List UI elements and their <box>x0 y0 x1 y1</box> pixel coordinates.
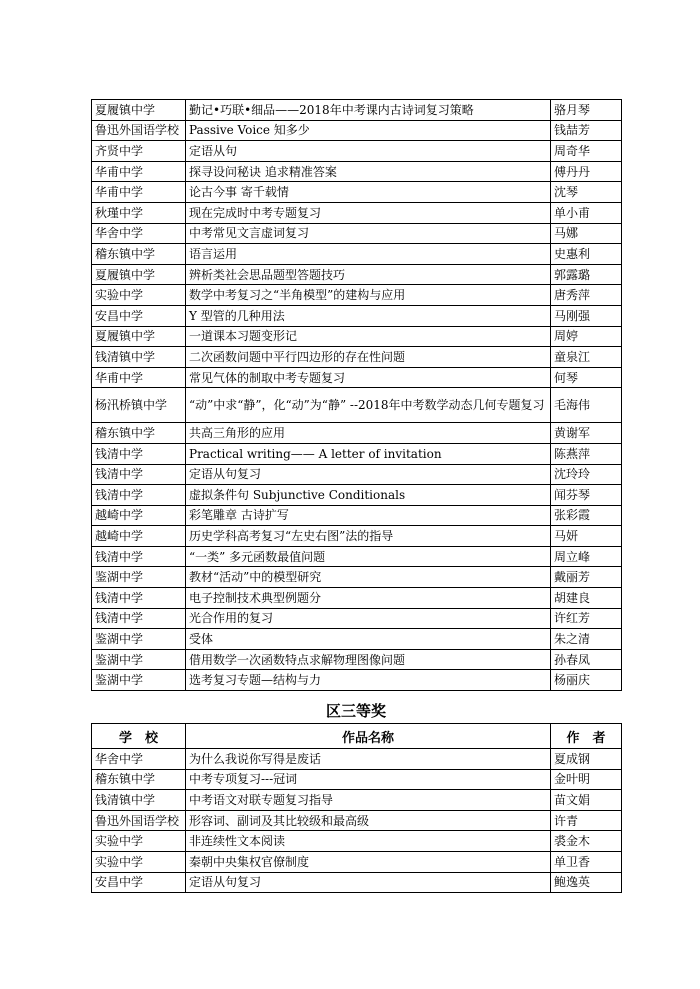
table-row <box>92 202 622 223</box>
author-cell: 杨丽庆 <box>551 670 622 691</box>
school-cell: 华甫中学 <box>92 161 186 182</box>
work-title-cell: 借用数学一次函数特点求解物理图像问题 <box>186 649 551 670</box>
work-title-cell: 中考常见文言虚词复习 <box>186 223 551 244</box>
table-row <box>92 285 622 306</box>
table-row <box>92 810 622 831</box>
table-row <box>92 872 622 893</box>
school-cell: 实验中学 <box>92 285 186 306</box>
school-cell: 鉴湖中学 <box>92 567 186 588</box>
work-title-cell: 历史学科高考复习“左史右图”法的指导 <box>186 526 551 547</box>
table-row <box>92 100 622 121</box>
work-title-cell: 为什么我说你写得是废话 <box>186 749 551 770</box>
table-row <box>92 264 622 285</box>
work-title-cell: 共高三角形的应用 <box>186 423 551 444</box>
author-cell: 黄谢军 <box>551 423 622 444</box>
school-cell: 华甫中学 <box>92 182 186 203</box>
author-cell: 裘金木 <box>551 831 622 852</box>
table-row <box>92 790 622 811</box>
author-cell: 鲍逸英 <box>551 872 622 893</box>
author-cell: 傅丹丹 <box>551 161 622 182</box>
header-school: 学 校 <box>92 724 186 749</box>
school-cell: 越崎中学 <box>92 526 186 547</box>
table-row <box>92 223 622 244</box>
author-cell: 单卫香 <box>551 851 622 872</box>
school-cell: 钱清中学 <box>92 464 186 485</box>
work-title-cell: 探寻设问秘诀 追求精准答案 <box>186 161 551 182</box>
school-cell: 鉴湖中学 <box>92 670 186 691</box>
work-title-cell: 秦朝中央集权官僚制度 <box>186 851 551 872</box>
work-title-cell: “一类” 多元函数最值问题 <box>186 546 551 567</box>
school-cell: 秋瑾中学 <box>92 202 186 223</box>
table-row <box>92 347 622 368</box>
work-title-cell: 非连续性文本阅读 <box>186 831 551 852</box>
school-cell: 钱清镇中学 <box>92 790 186 811</box>
work-title-cell: 数学中考复习之“半角模型”的建构与应用 <box>186 285 551 306</box>
author-cell: 周婷 <box>551 326 622 347</box>
table-row <box>92 182 622 203</box>
school-cell: 稽东镇中学 <box>92 244 186 265</box>
work-title-cell: 光合作用的复习 <box>186 608 551 629</box>
author-cell: 陈燕萍 <box>551 443 622 464</box>
table-row <box>92 526 622 547</box>
author-cell: 骆月琴 <box>551 100 622 121</box>
section-title: 区三等奖 <box>325 702 386 720</box>
school-cell: 钱清镇中学 <box>92 347 186 368</box>
author-cell: 周立峰 <box>551 546 622 567</box>
author-cell: 唐秀萍 <box>551 285 622 306</box>
author-cell: 闻芬琴 <box>551 485 622 506</box>
author-cell: 沈琴 <box>551 182 622 203</box>
table-row <box>92 505 622 526</box>
work-title-cell: 论古今事 寄千载情 <box>186 182 551 203</box>
school-cell: 夏履镇中学 <box>92 100 186 121</box>
table-row <box>92 367 622 388</box>
school-cell: 鉴湖中学 <box>92 629 186 650</box>
work-title-cell: 定语从句 <box>186 141 551 162</box>
author-cell: 史惠利 <box>551 244 622 265</box>
school-cell: 安昌中学 <box>92 872 186 893</box>
table-row <box>92 851 622 872</box>
table-row <box>92 485 622 506</box>
school-cell: 越崎中学 <box>92 505 186 526</box>
author-cell: 金叶明 <box>551 769 622 790</box>
author-cell: 许红芳 <box>551 608 622 629</box>
author-cell: 夏成钢 <box>551 749 622 770</box>
school-cell: 钱清中学 <box>92 485 186 506</box>
table-row <box>92 649 622 670</box>
school-cell: 鉴湖中学 <box>92 649 186 670</box>
author-cell: 钱喆芳 <box>551 120 622 141</box>
school-cell: 华舍中学 <box>92 749 186 770</box>
school-cell: 实验中学 <box>92 831 186 852</box>
table-row <box>92 749 622 770</box>
table-row <box>92 161 622 182</box>
work-title-cell: 教材“活动”中的模型研究 <box>186 567 551 588</box>
school-cell: 安昌中学 <box>92 305 186 326</box>
table-row <box>92 546 622 567</box>
work-title-cell: “动”中求“静”，化“动”为“静” --2018年中考数学动态几何专题复习 <box>186 388 551 423</box>
table-row <box>92 567 622 588</box>
work-title-cell: Y 型管的几种用法 <box>186 305 551 326</box>
work-title-cell: 现在完成时中考专题复习 <box>186 202 551 223</box>
work-title-cell: 一道课本习题变形记 <box>186 326 551 347</box>
author-cell: 何琴 <box>551 367 622 388</box>
author-cell: 苗文娟 <box>551 790 622 811</box>
school-cell: 鲁迅外国语学校 <box>92 810 186 831</box>
author-cell: 孙春凤 <box>551 649 622 670</box>
table-row <box>92 670 622 691</box>
school-cell: 钱清中学 <box>92 588 186 609</box>
table-header-row <box>92 724 622 749</box>
table-row <box>92 388 622 423</box>
table-row <box>92 464 622 485</box>
school-cell: 夏履镇中学 <box>92 264 186 285</box>
school-cell: 钱清中学 <box>92 443 186 464</box>
school-cell: 杨汛桥镇中学 <box>92 388 186 423</box>
work-title-cell: 常见气体的制取中考专题复习 <box>186 367 551 388</box>
table-row <box>92 120 622 141</box>
work-title-cell: 二次函数问题中平行四边形的存在性问题 <box>186 347 551 368</box>
work-title-cell: 虚拟条件句 Subjunctive Conditionals <box>186 485 551 506</box>
awards-table-third-prize <box>91 723 622 893</box>
school-cell: 钱清中学 <box>92 546 186 567</box>
author-cell: 周奇华 <box>551 141 622 162</box>
author-cell: 张彩霞 <box>551 505 622 526</box>
school-cell: 夏履镇中学 <box>92 326 186 347</box>
table-row <box>92 629 622 650</box>
school-cell: 实验中学 <box>92 851 186 872</box>
author-cell: 戴丽芳 <box>551 567 622 588</box>
work-title-cell: Passive Voice 知多少 <box>186 120 551 141</box>
table-row <box>92 423 622 444</box>
table-row <box>92 244 622 265</box>
table-row <box>92 305 622 326</box>
work-title-cell: 选考复习专题—结构与力 <box>186 670 551 691</box>
work-title-cell: 受体 <box>186 629 551 650</box>
author-cell: 沈玲玲 <box>551 464 622 485</box>
header-author: 作 者 <box>551 724 622 749</box>
author-cell: 毛海伟 <box>551 388 622 423</box>
school-cell: 华舍中学 <box>92 223 186 244</box>
school-cell: 稽东镇中学 <box>92 423 186 444</box>
author-cell: 朱之清 <box>551 629 622 650</box>
author-cell: 许青 <box>551 810 622 831</box>
school-cell: 钱清中学 <box>92 608 186 629</box>
work-title-cell: 形容词、副词及其比较级和最高级 <box>186 810 551 831</box>
table-row <box>92 769 622 790</box>
table-row <box>92 588 622 609</box>
author-cell: 马娜 <box>551 223 622 244</box>
work-title-cell: 语言运用 <box>186 244 551 265</box>
work-title-cell: 中考语文对联专题复习指导 <box>186 790 551 811</box>
work-title-cell: 中考专项复习---冠词 <box>186 769 551 790</box>
author-cell: 胡建良 <box>551 588 622 609</box>
author-cell: 马刚强 <box>551 305 622 326</box>
table-row <box>92 141 622 162</box>
table-row <box>92 443 622 464</box>
work-title-cell: 定语从句复习 <box>186 464 551 485</box>
school-cell: 齐贤中学 <box>92 141 186 162</box>
work-title-cell: 电子控制技术典型例题分 <box>186 588 551 609</box>
school-cell: 鲁迅外国语学校 <box>92 120 186 141</box>
work-title-cell: 辨析类社会思品题型答题技巧 <box>186 264 551 285</box>
author-cell: 单小甫 <box>551 202 622 223</box>
school-cell: 华甫中学 <box>92 367 186 388</box>
author-cell: 童泉江 <box>551 347 622 368</box>
awards-table-top <box>91 99 622 691</box>
table-row <box>92 326 622 347</box>
work-title-cell: 勤记•巧联•细品——2018年中考课内古诗词复习策略 <box>186 100 551 121</box>
table-row <box>92 608 622 629</box>
author-cell: 马妍 <box>551 526 622 547</box>
table-row <box>92 831 622 852</box>
work-title-cell: 定语从句复习 <box>186 872 551 893</box>
work-title-cell: 彩笔雕章 古诗扩写 <box>186 505 551 526</box>
school-cell: 稽东镇中学 <box>92 769 186 790</box>
author-cell: 郭露璐 <box>551 264 622 285</box>
header-work-title: 作品名称 <box>186 724 551 749</box>
work-title-cell: Practical writing—— A letter of invitation <box>186 443 551 464</box>
